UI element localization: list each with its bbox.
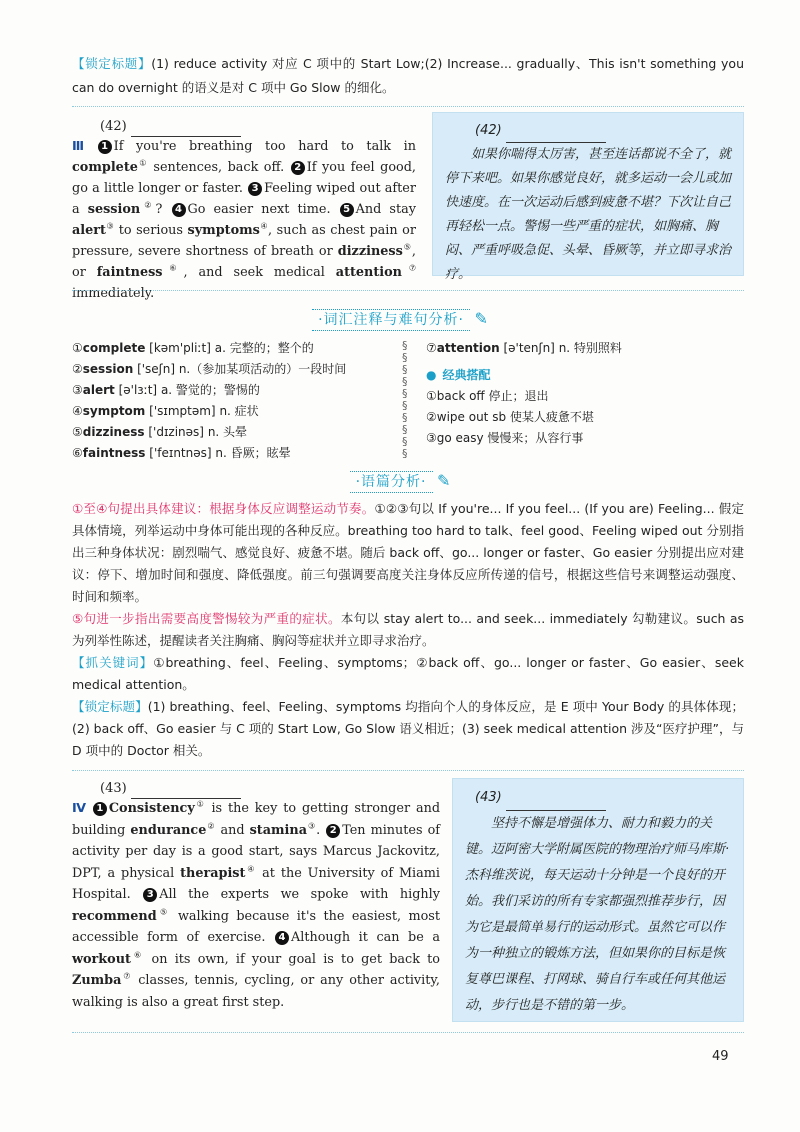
vocab-num: ③ — [72, 383, 83, 397]
q42-roman: Ⅲ — [72, 139, 93, 154]
top-note-text: (1) reduce activity 对应 C 项中的 Start Low;(2) Increase... gradually、This isn't something you can do overnight 的语义是对 C 项中 Go Slow 的细化。 — [72, 56, 744, 95]
divider — [72, 106, 744, 107]
sentence-marker-1: 1 — [93, 802, 107, 816]
top-note — [72, 52, 744, 100]
q43-s1b: and — [215, 822, 250, 838]
q43-note-2: ② — [206, 821, 216, 831]
top-note-tag: 【锁定标题】 — [72, 56, 152, 71]
q42-word-symptoms: symptoms — [187, 223, 260, 238]
vocab-word: faintness — [82, 446, 146, 460]
q42-word-faintness: faintness — [96, 265, 163, 280]
q43-number: (43) — [100, 781, 127, 796]
q42-word-alert: alert — [72, 223, 106, 238]
q43-s3b: walking because it's the easiest, most accessible form of exercise. — [72, 908, 440, 945]
q43-note-7: ⑦ — [121, 971, 133, 981]
vocab-def: n. 头晕 — [207, 425, 248, 439]
divider — [72, 290, 744, 291]
analysis-para-2 — [72, 608, 744, 652]
page-number: 49 — [712, 1049, 729, 1064]
sentence-marker-3: 3 — [143, 888, 157, 902]
q42-number-line — [100, 116, 241, 137]
q43-cn-answer-blank[interactable] — [506, 796, 606, 811]
q42-s5b: to serious — [114, 223, 188, 238]
q42-s1b: sentences, back off. — [147, 160, 285, 175]
q42-s2: If you feel good, go a little longer or faster. — [72, 160, 417, 196]
vocab-item — [72, 380, 392, 401]
q42-note-1: ① — [137, 158, 148, 168]
q42-word-dizziness: dizziness — [337, 244, 403, 259]
q43-s4a: Although it can be a — [290, 930, 441, 945]
q43-english-paragraph — [72, 798, 440, 1013]
vocab-num: ① — [72, 341, 83, 355]
analysis-text-2: 本句以 stay alert to... and seek... immediately 勾勒建议。such as 为列举性陈述，提醒读者关注胸痛、胸闷等症状并立即寻求治疗。 — [72, 611, 744, 648]
vocab-num: ⑥ — [72, 446, 83, 460]
q42-note-5: ⑤ — [402, 242, 412, 252]
vocab-num: ⑤ — [72, 425, 83, 439]
sentence-marker-4: 4 — [172, 203, 186, 217]
vocab-item — [72, 422, 392, 443]
q42-word-session: session — [87, 202, 141, 217]
vocab-word: dizziness — [82, 425, 145, 439]
analysis-body — [72, 498, 744, 762]
analysis-keywords — [72, 652, 744, 696]
q43-cn-text: 坚持不懈是增强体力、耐力和毅力的关键。迈阿密大学附属医院的物理治疗师马库斯·杰科维茨说，每天运动十分钟是一个良好的开始。我们采访的所有专家都强烈推荐步行，因为它是最简单易行的运动形式。虽然它可以作为一种独立的锻炼方法，但如果你的目标是恢复尊巴课程、打网球、骑自行车或任何其他运动，步行也是不错的第一步。 — [465, 816, 730, 1013]
sentence-marker-4: 4 — [275, 931, 289, 945]
analysis-section-title — [0, 470, 800, 493]
q43-note-6: ⑥ — [130, 950, 145, 960]
vocab-num: ④ — [72, 404, 83, 418]
vocab-ipa: [kəm'pliːt] — [149, 341, 211, 355]
vocab-num: ② — [72, 362, 83, 376]
q42-note-4: ④ — [259, 221, 269, 231]
lock-text: (1) breathing、feel、Feeling、symptoms 均指向个人的身体反应，是 E 项中 Your Body 的具体体现；(2) back off、Go easier 与 C 项的 Start Low, Go Slow 语义相近；(3) seek medical attention 涉及“医疗护理”，与 D 项中的 Doctor 相关。 — [72, 699, 744, 758]
q43-note-4: ④ — [245, 864, 257, 874]
vocab-word: complete — [82, 341, 146, 355]
q42-cn-text: 如果你喘得太厉害，甚至连话都说不全了，就停下来吧。如果你感觉良好，就多运动一会儿或加快速度。在一次运动后感到疲惫不堪？下次让自己再轻松一点。警惕一些严重的症状，如胸痛、胸闷、严重呼吸急促、头晕、昏厥等，并立即寻求治疗。 — [445, 147, 732, 282]
vocab-def: n.（参加某项活动的）一段时间 — [178, 362, 347, 376]
q43-translation-box — [452, 778, 744, 1022]
q43-word-zumba: Zumba — [72, 973, 122, 988]
analysis-highlight-2: ⑤句进一步指出需要高度警惕较为严重的症状。 — [72, 611, 341, 626]
q43-note-3: ③ — [306, 821, 317, 831]
sentence-marker-5: 5 — [340, 203, 354, 217]
q42-note-7: ⑦ — [401, 263, 417, 273]
q42-s5f: immediately. — [72, 286, 155, 301]
lock-tag: 【锁定标题】 — [72, 699, 148, 714]
q43-word-recommend: recommend — [72, 908, 157, 924]
q43-number-line — [100, 778, 241, 799]
vocab-def: a. 警觉的；警惕的 — [160, 383, 260, 397]
pen-icon: ✎ — [474, 309, 488, 328]
keywords-text: ①breathing、feel、Feeling、symptoms；②back off、go... longer or faster、Go easier、seek medical attention。 — [72, 655, 744, 692]
vocab-def: n. 特别照料 — [558, 341, 622, 355]
sentence-marker-3: 3 — [248, 182, 262, 196]
q42-english-paragraph — [72, 136, 416, 304]
analysis-text-1: ①②③句以 If you're... If you feel... (If you are) Feeling... 假定具体情境，列举运动中身体可能出现的各种反应。breathing too hard to talk、feel good、Feeling wiped out 分别指出三种身体状况：剧烈喘气、感觉良好、疲惫不堪。随后 back off、go... longer or faster、Go easier 分别提出应对建议：停下、增加时间和强度、降低强度。前三句强调要高度关注身体反应所传递的信号，根据这些信号来调整运动强度、时间和频率。 — [72, 501, 744, 604]
q42-cn-number: (42) — [475, 123, 502, 138]
q43-s4c: classes, tennis, cycling, or any other activity, walking is also a great first step. — [72, 973, 440, 1010]
q42-s5c: , such as chest pain or pressure, severe shortness of breath or — [72, 223, 417, 259]
vocab-ipa: ['seʃn] — [137, 362, 175, 376]
vocab-ipa: ['feɪntnəs] — [149, 446, 212, 460]
q43-s3a: All the experts we spoke with highly — [159, 887, 441, 902]
q42-s5e: , and seek medical — [183, 265, 336, 280]
vocab-num: ⑦ — [426, 341, 437, 355]
q42-number: (42) — [100, 119, 127, 134]
q42-s5a: And stay — [355, 202, 417, 217]
q43-answer-blank[interactable] — [131, 784, 241, 799]
q43-s4b: on its own, if your goal is to get back to — [144, 951, 440, 967]
vocab-word: attention — [436, 341, 500, 355]
q42-s5d: , or — [72, 244, 416, 280]
q43-cn-number: (43) — [475, 790, 502, 805]
collocation-item: ②wipe out sb 使某人疲惫不堪 — [426, 410, 594, 424]
q43-note-1: ① — [194, 799, 206, 809]
q43-word-workout: workout — [72, 951, 131, 967]
column-divider: § § § § § § § § § § — [402, 339, 408, 460]
vocab-ipa: ['dɪzinəs] — [148, 425, 204, 439]
q43-word-endurance: endurance — [130, 822, 207, 838]
collocation-title: ● 经典搭配 — [426, 365, 744, 386]
q43-word-consistency: Consistency — [108, 801, 195, 816]
q42-s3a: Feeling wiped out after a — [72, 181, 416, 217]
vocab-word: session — [82, 362, 134, 376]
q42-word-complete: complete — [72, 160, 138, 175]
vocab-item — [72, 338, 392, 359]
sentence-marker-1: 1 — [98, 140, 112, 154]
vocab-word: alert — [82, 383, 115, 397]
analysis-lock-title — [72, 696, 744, 762]
q42-s4: Go easier next time. — [187, 202, 331, 217]
q42-note-6: ⑥ — [162, 263, 184, 273]
collocation-item: ③go easy 慢慢来；从容行事 — [426, 431, 584, 445]
divider — [72, 1032, 744, 1033]
collocation-item: ①back off 停止；退出 — [426, 389, 549, 403]
vocab-def: n. 昏厥；眩晕 — [215, 446, 291, 460]
vocab-section-title — [0, 308, 800, 331]
vocab-list-left — [72, 338, 392, 464]
vocab-item — [72, 401, 392, 422]
vocab-ipa: [ə'tenʃn] — [503, 341, 555, 355]
vocab-list-right — [426, 338, 744, 449]
q43-roman: Ⅳ — [72, 801, 88, 816]
q43-s1c: . — [316, 822, 321, 838]
divider — [72, 770, 744, 771]
q42-answer-blank[interactable] — [131, 122, 241, 137]
vocab-def: n. 症状 — [219, 404, 259, 418]
pen-icon: ✎ — [436, 471, 451, 490]
vocab-word: symptom — [82, 404, 146, 418]
analysis-highlight-1: ①至④句提出具体建议：根据身体反应调整运动节奏。 — [72, 501, 375, 516]
q42-translation-box — [432, 112, 744, 282]
q43-word-stamina: stamina — [249, 822, 307, 838]
q42-s3b: ? — [155, 202, 163, 217]
q42-note-2: ② — [140, 200, 156, 210]
vocab-item — [72, 443, 392, 464]
q43-s1a: is the key to getting stronger and building — [72, 801, 441, 838]
q43-word-therapist: therapist — [180, 865, 246, 881]
keywords-tag: 【抓关键词】 — [72, 655, 154, 670]
analysis-para-1 — [72, 498, 744, 608]
vocab-ipa: [ə'lɜːt] — [118, 383, 158, 397]
vocab-title: ·词汇注释与难句分析· — [312, 309, 470, 331]
q43-s2b: at the University of Miami Hospital. — [72, 865, 441, 902]
q43-s2a: Ten minutes of activity per day is a good start, says Marcus Jackovitz, DPT, a physical — [72, 822, 441, 881]
q42-note-3: ③ — [105, 221, 115, 231]
q42-word-attention: attention — [335, 265, 402, 280]
vocab-item — [72, 359, 392, 380]
vocab-ipa: ['sɪmptəm] — [149, 404, 216, 418]
vocab-def: a. 完整的；整个的 — [214, 341, 314, 355]
sentence-marker-2: 2 — [291, 161, 305, 175]
q43-note-5: ⑤ — [156, 907, 171, 917]
analysis-title: ·语篇分析· — [350, 471, 433, 493]
q42-cn-answer-blank[interactable] — [506, 128, 606, 143]
vocab-item — [426, 338, 744, 359]
q42-s1a: If you're breathing too hard to talk in — [113, 139, 416, 154]
sentence-marker-2: 2 — [326, 824, 340, 838]
